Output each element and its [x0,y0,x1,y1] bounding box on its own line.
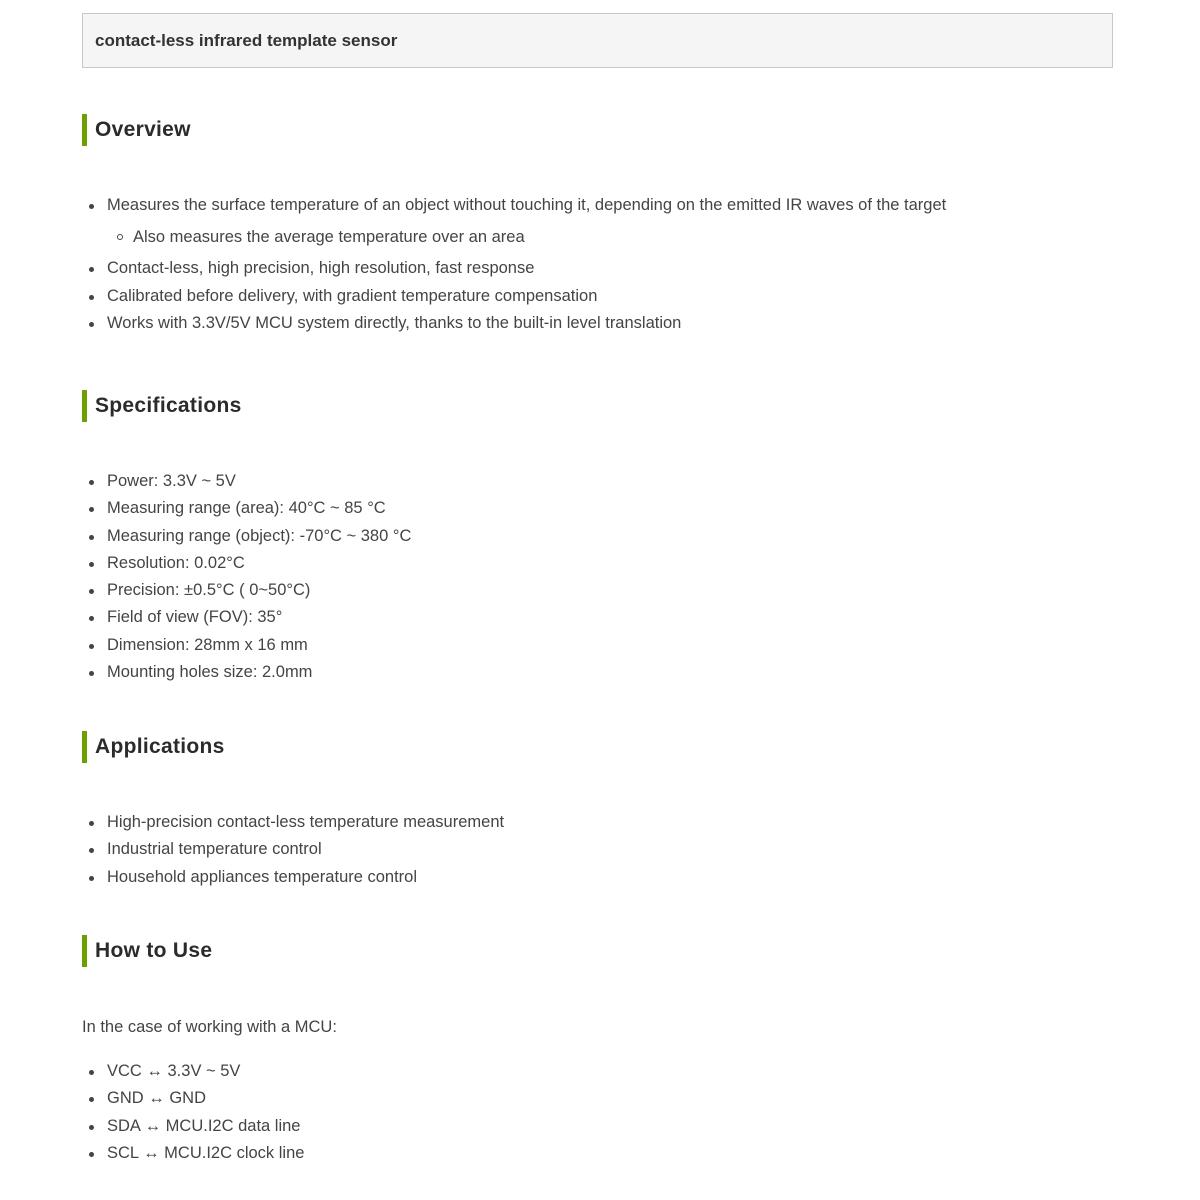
applications-heading [82,731,225,763]
list-item: Household appliances temperature control [82,864,504,891]
overview-item-1: Measures the surface temperature of an object without touching it, depending on the emitted IR waves of the target [107,196,947,214]
heading-accent-bar [82,390,87,422]
heading-accent-bar [82,935,87,967]
list-item: SCL ↔ MCU.I2C clock line [82,1140,304,1167]
list-item: Field of view (FOV): 35° [82,604,411,631]
heading-accent-bar [82,114,87,146]
list-item: Power: 3.3V ~ 5V [82,468,411,495]
list-item: Measuring range (area): 40°C ~ 85 °C [82,495,411,522]
list-item: Resolution: 0.02°C [82,550,411,577]
how-to-use-list [82,1058,304,1167]
how-to-use-heading-text: How to Use [95,939,213,962]
list-item: Calibrated before delivery, with gradient temperature compensation [82,283,946,310]
list-item: Measuring range (object): -70°C ~ 380 °C [82,523,411,550]
list-item [82,192,946,255]
list-item: Mounting holes size: 2.0mm [82,659,411,686]
list-item: Dimension: 28mm x 16 mm [82,632,411,659]
overview-heading-text: Overview [95,118,191,141]
how-to-use-intro: In the case of working with a MCU: [82,1018,337,1036]
list-item: VCC ↔ 3.3V ~ 5V [82,1058,304,1085]
list-item: Also measures the average temperature over an area [107,219,946,255]
heading-accent-bar [82,731,87,763]
list-item: Works with 3.3V/5V MCU system directly, thanks to the built-in level translation [82,310,946,337]
list-item: Precision: ±0.5°C ( 0~50°C) [82,577,411,604]
specifications-list [82,468,411,686]
list-item: SDA ↔ MCU.I2C data line [82,1113,304,1140]
page-title: contact-less infrared template sensor [95,30,398,50]
title-box [82,13,1113,68]
list-item: Industrial temperature control [82,836,504,863]
overview-list [82,192,946,337]
overview-heading [82,114,191,146]
specifications-heading [82,390,242,422]
applications-heading-text: Applications [95,735,225,758]
list-item: High-precision contact-less temperature measurement [82,809,504,836]
overview-sub-list [107,219,946,255]
how-to-use-heading [82,935,212,967]
specifications-heading-text: Specifications [95,394,242,417]
applications-list [82,809,504,891]
list-item: GND ↔ GND [82,1085,304,1112]
list-item: Contact-less, high precision, high resolution, fast response [82,255,946,282]
